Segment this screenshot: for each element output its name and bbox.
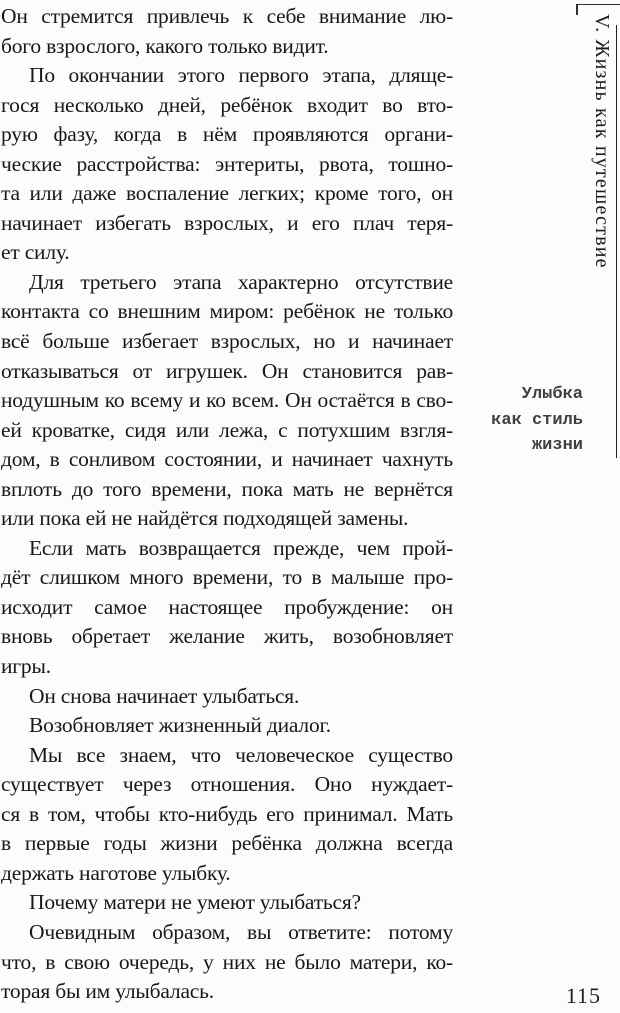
text-line: дом, в сонливом состоянии, и начинает чахнуть xyxy=(1,447,453,472)
text-line: торая бы им улыбалась. xyxy=(1,979,214,1004)
margin-rule xyxy=(616,25,618,458)
side-note-line: как стиль xyxy=(491,410,583,430)
text-line: По окончании этого первого этапа, дляще- xyxy=(29,63,453,88)
text-line: отказываться от игрушек. Он становится рав- xyxy=(1,358,453,383)
text-line: ет силу. xyxy=(1,240,70,265)
text-line: нодушным ко всему и ко всем. Он остаётся в сво- xyxy=(1,388,453,413)
text-line: существует через отношения. Оно нуждает- xyxy=(1,772,453,797)
text-line: гося несколько дней, ребёнок входит во вто- xyxy=(1,92,453,117)
text-line: контакта со внешним миром: ребёнок не только xyxy=(1,299,453,324)
scan-corner-rule-vertical xyxy=(576,4,578,15)
body-text xyxy=(1,2,453,1011)
text-line: всё больше избегает взрослых, но и начинает xyxy=(1,329,453,354)
text-line: Возобновляет жизненный диалог. xyxy=(29,713,331,738)
text-line: Почему матери не умеют улыбаться? xyxy=(29,890,361,915)
text-line: Он стремится привлечь к себе внимание лю- xyxy=(1,4,453,28)
text-line: держать наготове улыбку. xyxy=(1,860,231,885)
text-line: Он снова начинает улыбаться. xyxy=(29,683,300,708)
side-note-line: Улыбка xyxy=(521,385,583,404)
scan-corner-rule-horizontal xyxy=(576,4,620,6)
text-line: бого взрослого, какого только видит. xyxy=(1,33,329,58)
text-line: та или даже воспаление легких; кроме того, он xyxy=(1,181,453,206)
text-line: рую фазу, когда в нём проявляются органи- xyxy=(1,122,453,147)
side-note xyxy=(491,382,583,459)
page-number: 115 xyxy=(565,983,601,1008)
text-line: или пока ей не найдётся подходящей замены. xyxy=(1,506,409,531)
text-line: исходит самое настоящее пробуждение: он xyxy=(1,594,453,619)
text-line: ся в том, чтобы кто-нибудь его принимал. Мать xyxy=(1,801,453,826)
text-line: что, в свою очередь, у них не было матери, ко- xyxy=(1,949,453,974)
text-line: Если мать возвращается прежде, чем прой- xyxy=(29,535,453,560)
text-line: Очевидным образом, вы ответите: потому xyxy=(29,919,453,944)
text-line: начинает избегать взрослых, и его плач теря- xyxy=(1,210,453,235)
side-note-line: жизни xyxy=(531,436,583,455)
text-line: Для третьего этапа характерно отсутствие xyxy=(29,269,453,294)
text-line: Мы все знаем, что человеческое существо xyxy=(29,742,453,767)
text-line: игры. xyxy=(1,654,51,679)
running-header: V. Жизнь как путешествие xyxy=(591,14,613,269)
text-line: дёт слишком много времени, то в малыше про- xyxy=(1,565,453,590)
text-line: ческие расстройства: энтериты, рвота, тошно- xyxy=(1,151,453,176)
text-line: ей кроватке, сидя или лежа, с потухшим взгля- xyxy=(1,417,453,442)
text-line: вновь обретает желание жить, возобновляет xyxy=(1,624,453,649)
text-line: в первые годы жизни ребёнка должна всегда xyxy=(1,831,453,856)
text-line: вплоть до того времени, пока мать не вернётся xyxy=(1,476,453,501)
